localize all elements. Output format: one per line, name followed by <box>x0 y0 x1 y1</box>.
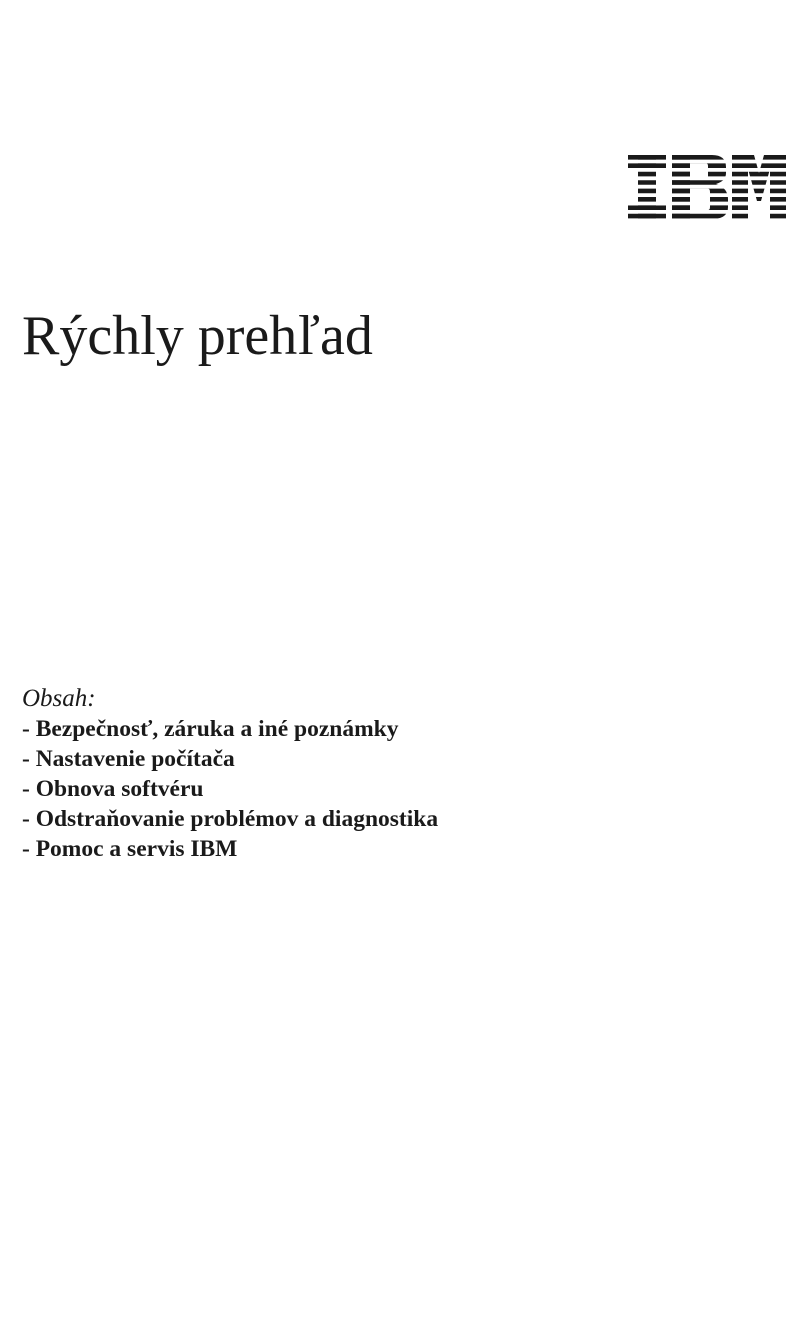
contents-item-setup: - Nastavenie počítača <box>22 746 235 772</box>
contents-list <box>22 714 782 864</box>
document-title: Rýchly prehľad <box>22 305 373 367</box>
contents-item-software-recovery: - Obnova softvéru <box>22 776 204 802</box>
table-of-contents <box>22 684 782 864</box>
contents-item-safety-warranty: - Bezpečnosť, záruka a iné poznámky <box>22 716 399 742</box>
contents-label: Obsah: <box>22 685 96 712</box>
contents-item-help-service: - Pomoc a servis IBM <box>22 836 238 862</box>
contents-item-troubleshooting: - Odstraňovanie problémov a diagnostika <box>22 806 439 832</box>
ibm-logo <box>628 155 786 219</box>
